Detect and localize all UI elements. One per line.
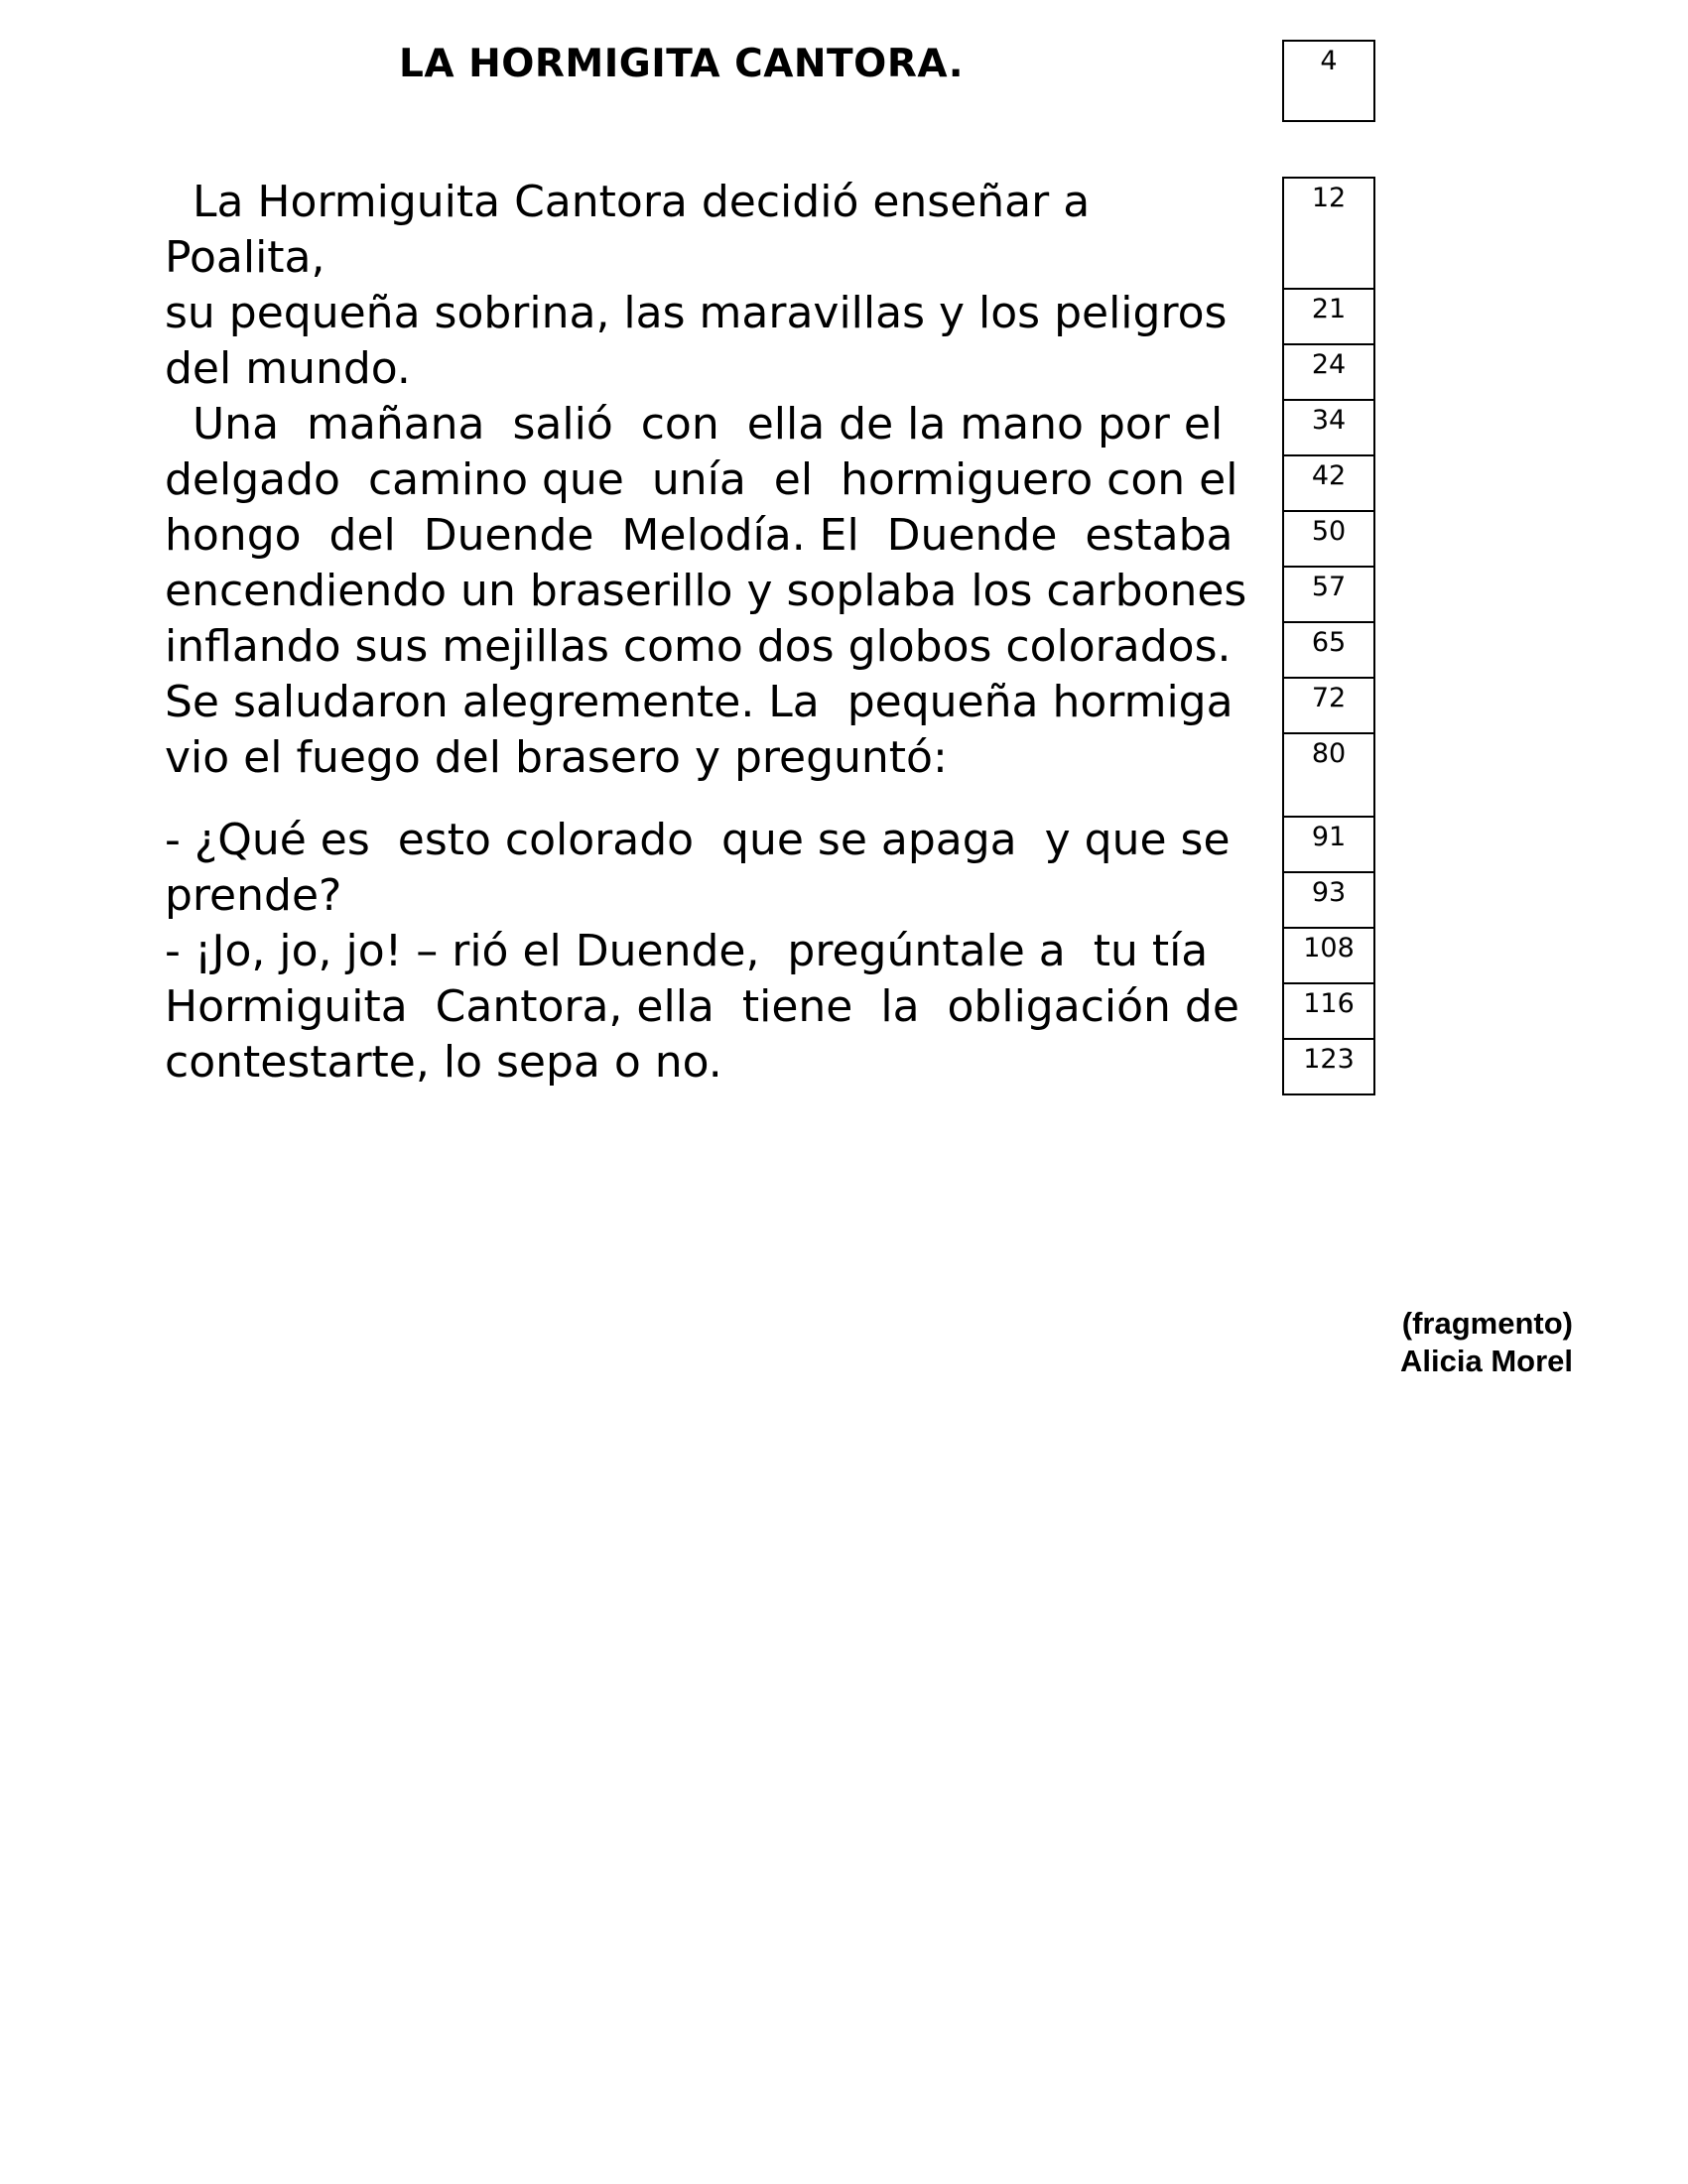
word-count: 50 — [1311, 516, 1347, 547]
word-count: 108 — [1303, 933, 1355, 964]
text-line: - ¿Qué es esto colorado que se apaga y que se — [165, 815, 1231, 865]
word-count: 80 — [1311, 738, 1347, 769]
word-count-column — [1282, 177, 1375, 1095]
word-count-cell — [1284, 873, 1373, 929]
word-count: 24 — [1311, 349, 1347, 380]
document-title: LA HORMIGITA CANTORA. — [399, 42, 965, 86]
word-count: 65 — [1311, 627, 1347, 658]
word-count-cell — [1284, 734, 1373, 818]
word-count: 72 — [1311, 683, 1347, 713]
word-count: 12 — [1311, 183, 1347, 213]
word-count: 123 — [1303, 1044, 1355, 1075]
text-line: La Hormiguita Cantora decidió enseñar a — [165, 177, 1091, 227]
text-line: prende? — [165, 870, 342, 921]
word-count-cell — [1284, 568, 1373, 623]
text-line: vio el fuego del brasero y preguntó: — [165, 732, 948, 783]
word-count: 42 — [1311, 460, 1347, 491]
word-count-cell — [1284, 290, 1373, 345]
text-line: del mundo. — [165, 343, 411, 394]
word-count-cell — [1284, 179, 1373, 290]
word-count-cell — [1284, 818, 1373, 873]
word-count: 57 — [1311, 572, 1347, 602]
text-line: hongo del Duende Melodía. El Duende estaba — [165, 510, 1234, 561]
word-count-cell — [1284, 345, 1373, 401]
word-count: 34 — [1311, 405, 1347, 436]
word-count-cell — [1284, 401, 1373, 456]
fragment-note: (fragmento) — [1401, 1306, 1573, 1341]
text-line: Poalita, — [165, 232, 325, 283]
text-line: Se saludaron alegremente. La pequeña hormiga — [165, 677, 1234, 727]
word-count: 116 — [1303, 988, 1355, 1019]
word-count-cell — [1284, 456, 1373, 512]
text-line: contestarte, lo sepa o no. — [165, 1037, 722, 1088]
word-count-cell — [1284, 929, 1373, 984]
text-line: inflando sus mejillas como dos globos colorados. — [165, 621, 1232, 672]
title-word-count: 4 — [1320, 46, 1338, 76]
title-word-count-box — [1282, 40, 1375, 122]
word-count-cell — [1284, 623, 1373, 679]
word-count: 93 — [1311, 877, 1347, 908]
word-count-cell — [1284, 984, 1373, 1040]
text-line: Hormiguita Cantora, ella tiene la obligación de — [165, 981, 1239, 1032]
word-count: 21 — [1311, 294, 1347, 324]
word-count-cell — [1284, 1040, 1373, 1095]
text-line: encendiendo un braserillo y soplaba los carbones — [165, 566, 1247, 616]
text-line: delgado camino que unía el hormiguero con el — [165, 454, 1238, 505]
word-count: 91 — [1311, 822, 1347, 852]
text-line: Una mañana salió con ella de la mano por el — [165, 399, 1224, 450]
author-name: Alicia Morel — [1400, 1343, 1573, 1378]
word-count-cell — [1284, 679, 1373, 734]
text-line: - ¡Jo, jo, jo! – rió el Duende, pregúntale a tu tía — [165, 926, 1209, 976]
text-line: su pequeña sobrina, las maravillas y los peligros — [165, 288, 1228, 338]
source-attribution — [1400, 1305, 1573, 1380]
word-count-cell — [1284, 512, 1373, 568]
